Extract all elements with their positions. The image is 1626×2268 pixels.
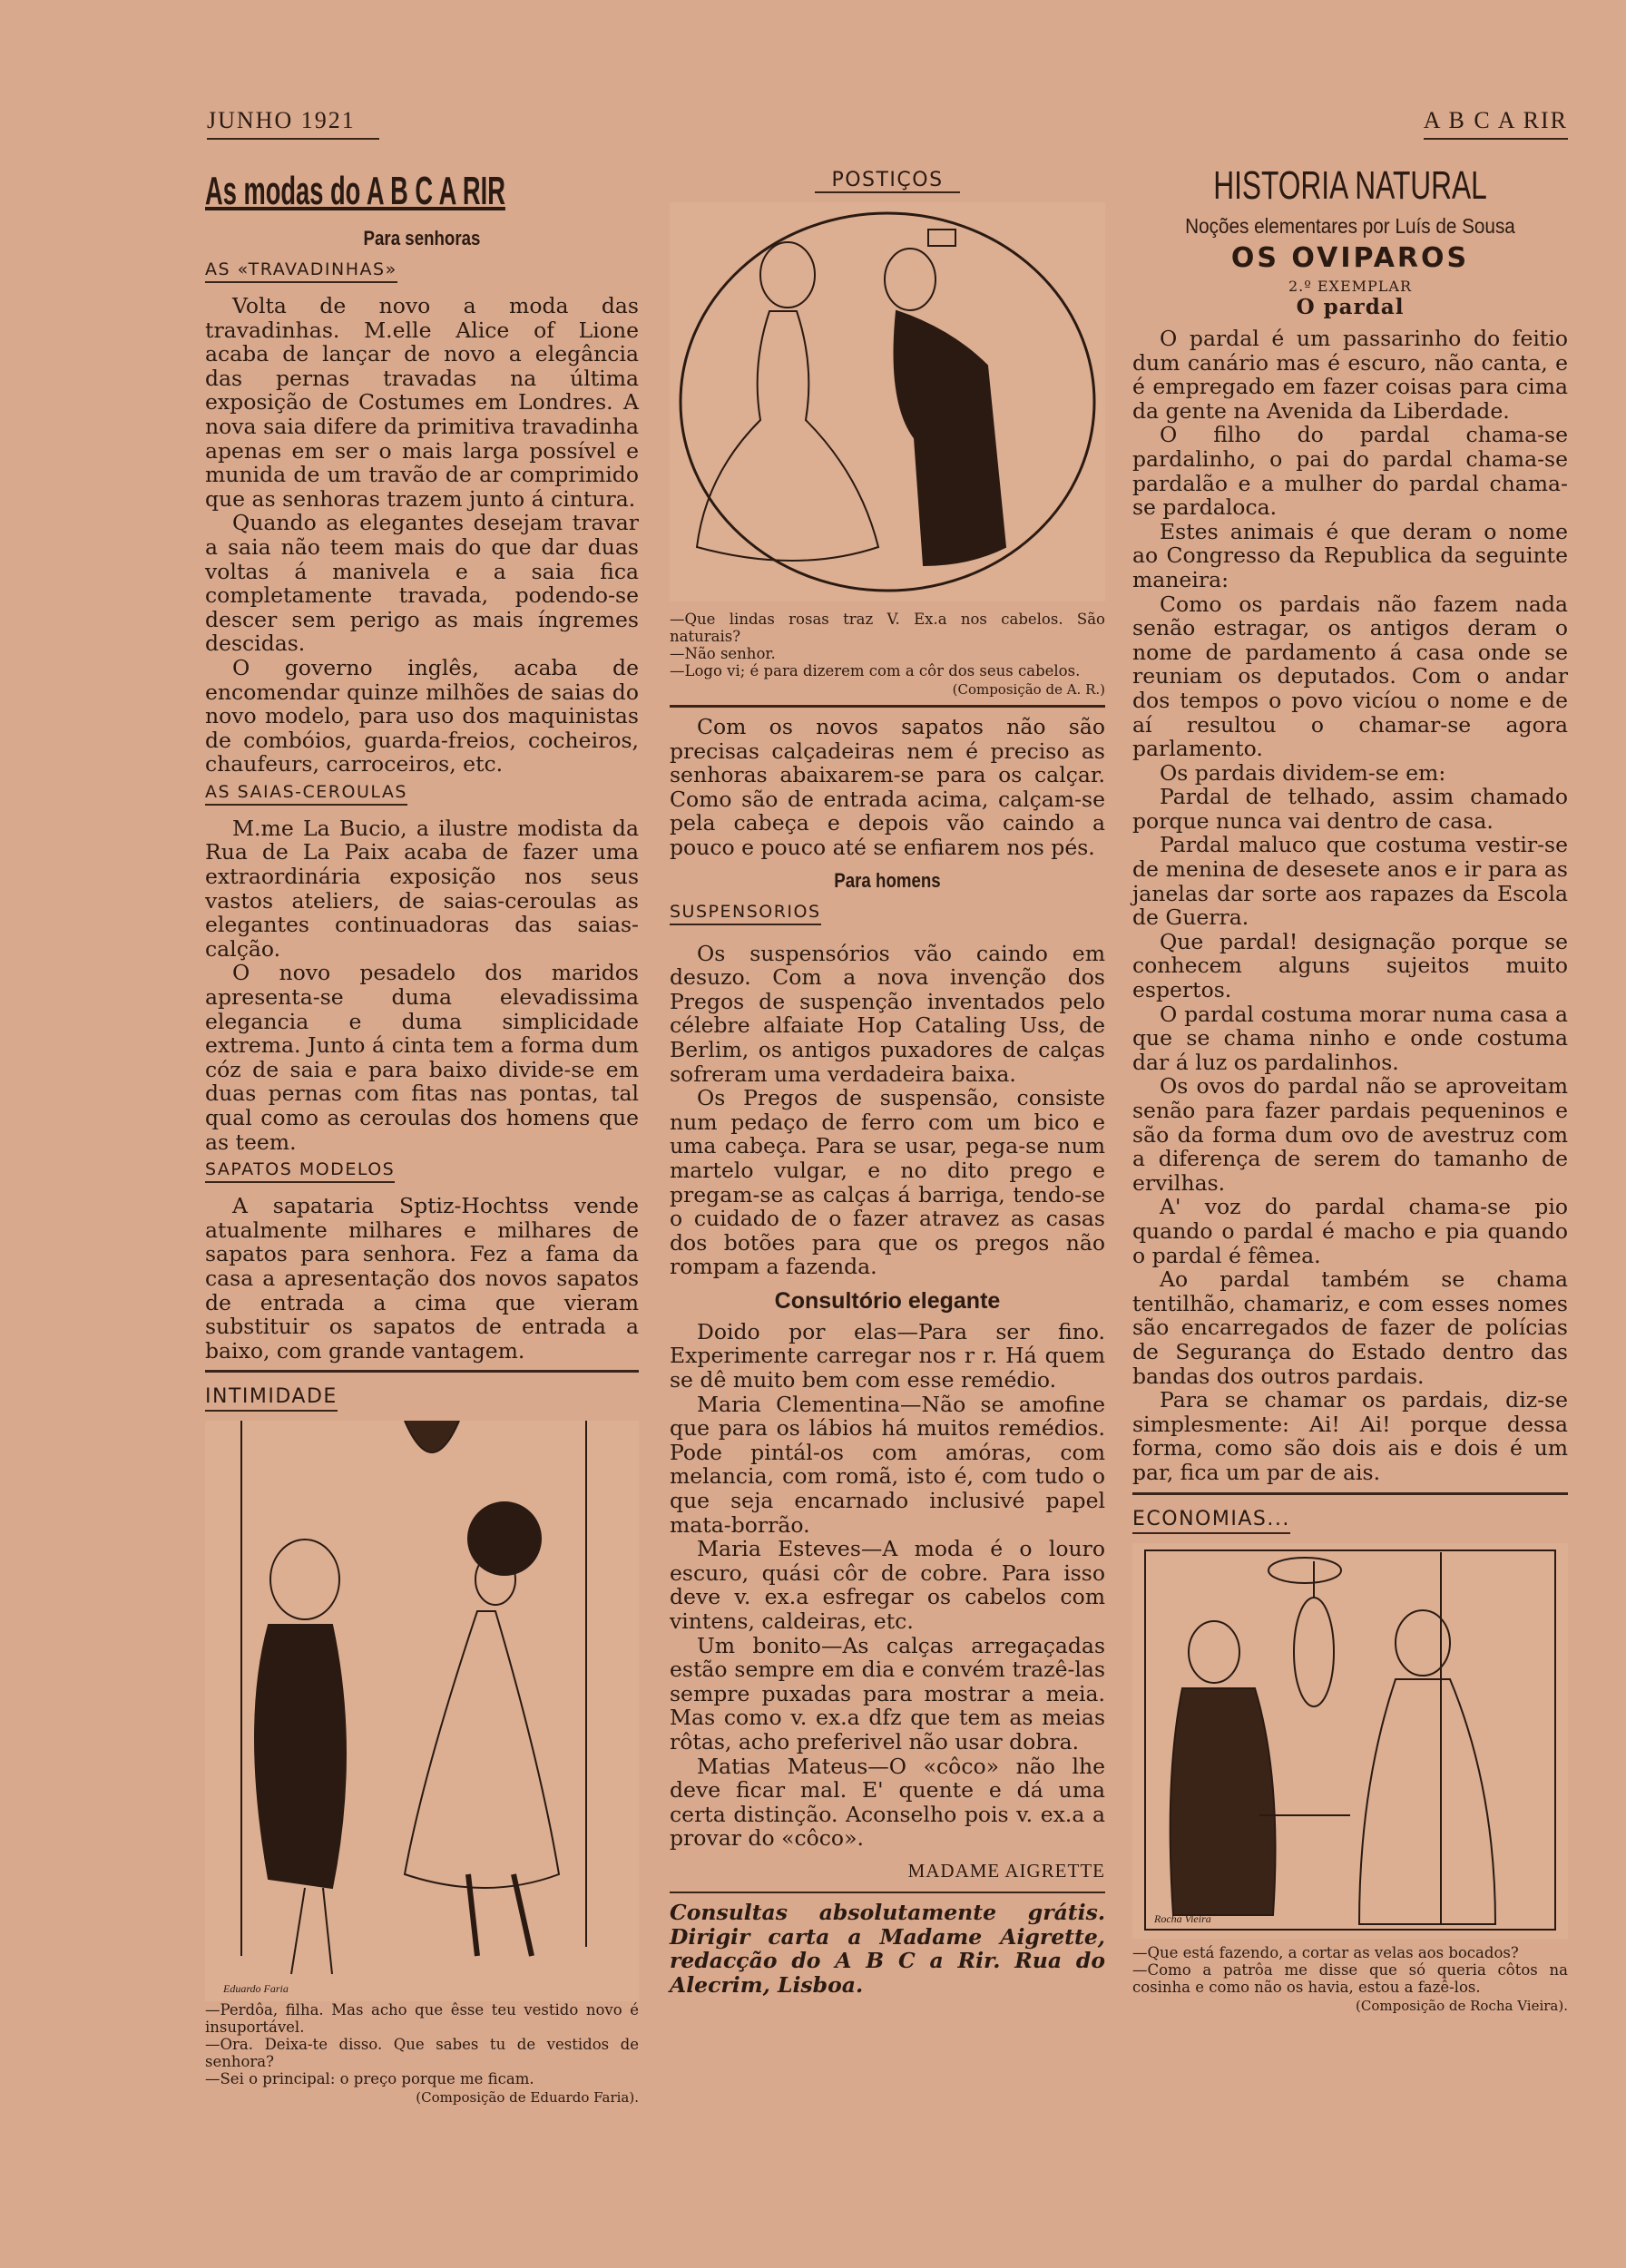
cartoon-kitchen-drawing — [1132, 1543, 1568, 1939]
exemplar-label: 2.º EXEMPLAR — [1288, 278, 1412, 295]
paragraph: Matias Mateus—O «côco» não lhe deve ficar mal. E' quente e dá uma certa distinção. Aconselho pois v. ex.a a provar do «côco». — [670, 1753, 1105, 1852]
paragraph: Como os pardais não fazem nada senão estragar, os antigos deram o nome de pardamento á casa onde se reuniam os deputados. Com o andar dos tempos o povo vicíou o nome e de aí resultou o chamar-se agora parlamento. — [1132, 591, 1568, 762]
article-title: POSTIÇOS — [815, 169, 960, 193]
section-heading: AS SAIAS-CEROULAS — [205, 782, 407, 806]
paragraph: O pardal costuma morar numa casa a que se chama ninho e onde costuma dar á luz os pardalinhos. — [1132, 1001, 1568, 1075]
caption-line: —Sei o principal: o preço porque me ficam. — [205, 2070, 534, 2088]
paragraph: Que pardal! designação porque se conhecem alguns sujeitos muito espertos. — [1132, 928, 1568, 1003]
paragraph: Volta de novo a moda das travadinhas. M.elle Alice of Lione acaba de lançar de novo a elegância das pernas travadas na última exposição de Costumes em Londres. A nova saia difere da primitiva travadinha apenas em ser o mais larga possível e munida de um travão de ar comprimido que as senhoras trazem junto á cintura. — [205, 293, 639, 512]
paragraph-italic: Consultas absolutamente grátis. Dirigir carta a Madame Aigrette, redacção do A B C a Rir. Rua do Alecrim, Lisboa. — [670, 1899, 1105, 1998]
running-header-title: A B C A RIR — [1424, 107, 1568, 140]
divider — [670, 705, 1105, 708]
signature-madame-aigrette: MADAME AIGRETTE — [907, 1859, 1105, 1882]
paragraph: A' voz do pardal chama-se pio quando o pardal é macho e pia quando o pardal é fêmea. — [1132, 1194, 1568, 1268]
column-historia-natural — [1132, 163, 1568, 2016]
section-subhead: Para senhoras — [363, 227, 481, 249]
article-title: As modas do A B C A RIR — [205, 169, 505, 213]
illustration-credit: (Composição de Rocha Vieira). — [1356, 1997, 1568, 2014]
caption-line: —Logo vi; é para dizerem com a côr dos seus cabelos. — [670, 662, 1081, 679]
paragraph: Pardal de telhado, assim chamado porque nunca vai dentro de casa. — [1132, 784, 1568, 834]
divider — [205, 1370, 639, 1373]
paragraph: Maria Esteves—A moda é o louro escuro, quási côr de cobre. Para isso deve v. ex.a esfregar os cabelos com vintens, caldeiras, etc. — [670, 1536, 1105, 1634]
paragraph: Com os novos sapatos não são precisas calçadeiras nem é preciso as senhoras abaixarem-se para os calçar. Como são de entrada acima, calçam-se pela cabeça e depois vão caindo a pouco e pouco até se enfiarem nos pés. — [670, 714, 1105, 860]
section-heading: AS «TRAVADINHAS» — [205, 259, 397, 283]
illustration-credit: (Composição de A. R.) — [952, 681, 1105, 698]
cartoon-rose-drawing — [670, 202, 1105, 601]
paragraph: Doido por elas—Para ser fino. Experimente carregar nos r r. Há quem se dê muito bem com esse remédio. — [670, 1318, 1105, 1393]
article-title: HISTORIA NATURAL — [1213, 163, 1487, 208]
illustration-signature: Rocha Vieira — [1154, 1911, 1211, 1925]
section-heading: SAPATOS MODELOS — [205, 1159, 395, 1183]
illustration-intimidade — [205, 1421, 639, 2001]
illustration-posticos — [670, 202, 1105, 601]
paragraph: Os suspensórios vão caindo em desuzo. Com a nova invenção dos Pregos de suspenção inventados pelo célebre alfaiate Hop Cataling Uss, de Berlim, os antigos puxadores de calças sofreram uma verdadeira baixa. — [670, 940, 1105, 1087]
caption-line: —Que lindas rosas traz V. Ex.a nos cabelos. São naturais? — [670, 611, 1105, 645]
paragraph: Estes animais é que deram o nome ao Congresso da Republica da seguinte maneira: — [1132, 518, 1568, 592]
paragraph: O pardal é um passarinho do feitio dum canário mas é escuro, não canta, e é empregado em fazer coisas para cima da gente na Avenida da Liberdade. — [1132, 326, 1568, 424]
illustration-signature: Eduardo Faria — [223, 1982, 289, 1996]
consultorio-heading: Consultório elegante — [774, 1287, 1001, 1314]
paragraph: M.me La Bucio, a ilustre modista da Rua de La Paix acaba de fazer uma extraordinária exposição nos seus vastos ateliers, de saias-ceroulas as elegantes continuadoras das saias-calção. — [205, 815, 639, 962]
running-header-date: JUNHO 1921 — [207, 107, 379, 140]
paragraph: Pardal maluco que costuma vestir-se de menina de desesete anos e ir para as janelas dar sorte aos rapazes da Escola de Guerra. — [1132, 832, 1568, 931]
paragraph: O filho do pardal chama-se pardalinho, o pai do pardal chama-se pardalão e a mulher do pardal chama-se pardaloca. — [1132, 422, 1568, 521]
section-heading: ECONOMIAS... — [1132, 1508, 1290, 1534]
column-fashion — [205, 163, 639, 2107]
section-subhead: Para homens — [834, 868, 941, 892]
paragraph: Os pardais dividem-se em: — [1160, 759, 1446, 786]
section-heading: SUSPENSORIOS — [670, 902, 821, 925]
caption-line: —Que está fazendo, a cortar as velas aos bocados? — [1132, 1943, 1519, 1961]
paragraph: Maria Clementina—Não se amofine que para os lábios há muitos remédios. Pode pintál-os com amóras, com melancia, com romã, isto é, com tudo o que seja encarnado inclusivé papel mata-borrão. — [670, 1391, 1105, 1538]
paragraph: Os ovos do pardal não se aproveitam senão para fazer pardais pequeninos e são da forma dum ovo de avestruz com a diferença de serem do tamanho de ervilhas. — [1132, 1073, 1568, 1196]
paragraph: Quando as elegantes desejam travar a saia não teem mais do que dar duas voltas á manivela e a saia fica completamente travada, podendo-se descer sem perigo as mais íngremes descidas. — [205, 510, 639, 657]
caption-line: —Ora. Deixa-te disso. Que sabes tu de vestidos de senhora? — [205, 2036, 639, 2071]
caption-line: —Como a patrôa me disse que só queria côtos na cosinha e como não os havia, estou a fazê-los. — [1132, 1960, 1568, 1996]
illustration-credit: (Composição de Eduardo Faria). — [416, 2089, 639, 2107]
cartoon-couple-drawing — [205, 1421, 639, 2001]
paragraph: Ao pardal também se chama tentilhão, chamariz, e com esses nomes são encarregados de fazer de polícias de Segurança do Estado dentro das bandas dos outros pardais. — [1132, 1266, 1568, 1389]
paragraph: Para se chamar os pardais, diz-se simplesmente: Ai! Ai! porque dessa forma, como são dois ais e dois é um par, fica um par de ais. — [1132, 1387, 1568, 1485]
bird-heading: O pardal — [1296, 295, 1405, 319]
caption-line: —Não senhor. — [670, 645, 776, 662]
divider — [670, 1892, 1105, 1893]
paragraph: O novo pesadelo dos maridos apresenta-se duma elevadissima elegancia e duma simplicidade extrema. Junto á cinta tem a forma dum cóz de saia e para baixo divide-se em duas pernas com fitas nas pontas, tal qual como as ceroulas dos homens que as teem. — [205, 960, 639, 1155]
paragraph: A sapataria Sptiz-Hochtss vende atualmente milhares e milhares de sapatos para senhora. Fez a fama da casa a apresentação dos novos sapatos de entrada a cima que vieram substituir os sapatos de entrada a baixo, com grande vantagem. — [205, 1193, 639, 1364]
section-heading-oviparos: OS OVIPAROS — [1230, 242, 1470, 274]
paragraph: Um bonito—As calças arregaçadas estão sempre em dia e convém trazê-las sempre puxadas para mostrar a meia. Mas como v. ex.a dfz que tem as meias rôtas, acho preferivel não usar dobra. — [670, 1632, 1105, 1755]
article-subtitle: Noções elementares por Luís de Sousa — [1185, 214, 1515, 238]
column-posticos — [670, 163, 1105, 1997]
paragraph: Os Pregos de suspensão, consiste num pedaço de ferro com um bico e uma cabeça. Para se usar, pega-se num martelo vulgar, e no dito prego e pregam-se as calças á barriga, tendo-se o cuidado de o fazer atravez as casas dos botões para que os pregos não rompam a fazenda. — [670, 1085, 1105, 1280]
divider — [1132, 1492, 1568, 1495]
illustration-economias — [1132, 1543, 1568, 1939]
caption-line: —Perdôa, filha. Mas acho que êsse teu vestido novo é insuportável. — [205, 2001, 639, 2037]
paragraph: O governo inglês, acaba de encomendar quinze milhões de saias do novo modelo, para uso dos maquinistas de combóios, guarda-freios, cocheiros, chaufeurs, carroceiros, etc. — [205, 654, 639, 777]
section-heading: INTIMIDADE — [205, 1385, 338, 1412]
